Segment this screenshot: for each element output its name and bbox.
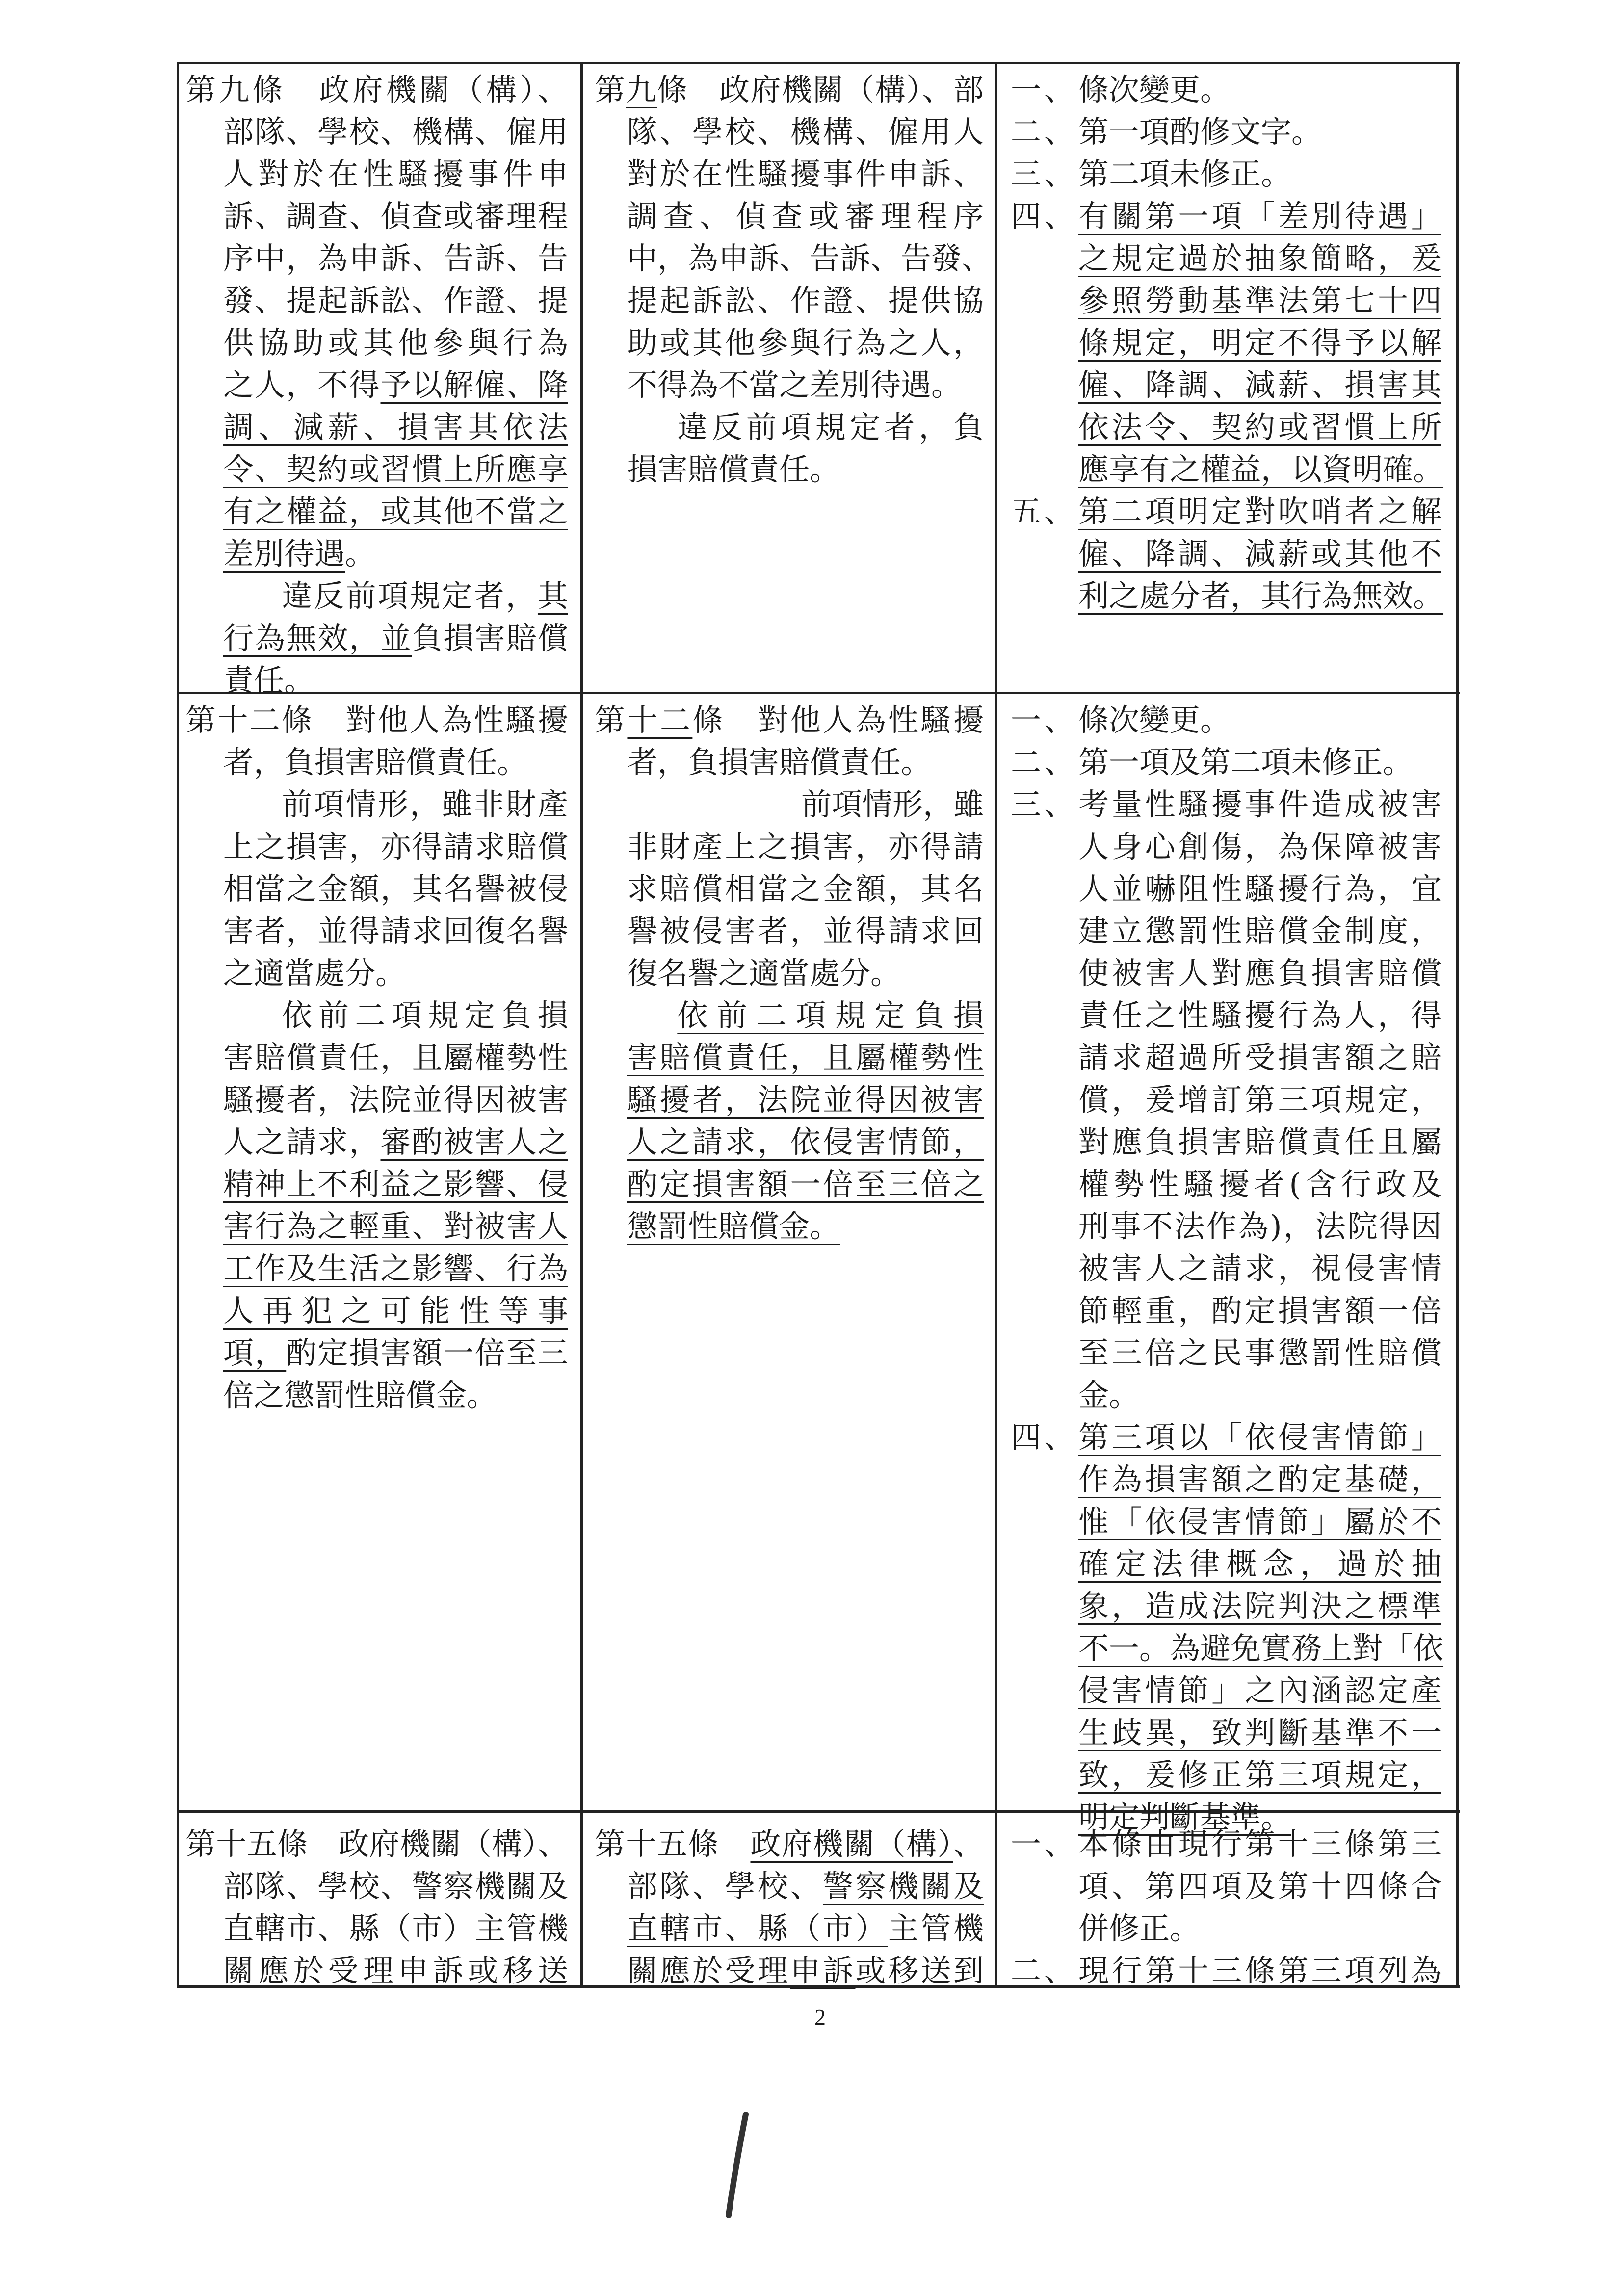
text: 違反前項規定者，負 <box>677 409 984 445</box>
text-line <box>1078 1332 1441 1374</box>
underlined-text: 利之處分者，其行為無效。 <box>1078 578 1444 614</box>
underlined-text: 審酌被害人之 <box>380 1124 568 1160</box>
text: 考量性騷擾事件造成被害 <box>1078 786 1441 822</box>
text-line <box>595 448 984 491</box>
text-line <box>1078 1079 1441 1121</box>
text-line <box>185 237 568 280</box>
underlined-text: 不一。為避免實務上對「依 <box>1078 1630 1444 1666</box>
underlined-text: 應享有之權益，以資明確。 <box>1078 451 1444 487</box>
text: 責任。 <box>223 662 315 698</box>
text-line <box>185 1374 568 1416</box>
text-line <box>1078 1290 1441 1332</box>
underlined-text: 害行為之輕重、對被害人 <box>223 1208 568 1244</box>
text: 之適當處分。 <box>223 955 406 991</box>
text-line <box>1078 1670 1441 1712</box>
text-line <box>185 1079 568 1121</box>
cell-notes <box>1011 69 1444 617</box>
text-line <box>1078 406 1441 448</box>
text-line <box>185 280 568 322</box>
text: 不得為不當之差別待遇。 <box>627 367 962 403</box>
cell-proposed <box>595 1823 984 1992</box>
item-number: 二、 <box>1011 744 1074 780</box>
text: 併修正。 <box>1078 1910 1201 1946</box>
text-line <box>1078 322 1441 364</box>
text: 發、提起訴訟、作證、提 <box>223 283 568 318</box>
text: 償，爰增訂第三項規定， <box>1078 1082 1441 1118</box>
text-line <box>1078 1543 1441 1585</box>
text-line <box>1011 1950 1441 1992</box>
text: 序中，為申訴、告訴、告 <box>223 240 568 276</box>
text-line <box>595 994 984 1037</box>
text-line <box>185 1290 568 1332</box>
text-line <box>1078 1907 1441 1950</box>
text-line <box>1011 153 1441 195</box>
text: 對應負損害賠償責任且屬 <box>1078 1124 1441 1160</box>
text: 求賠償相當之金額，其名 <box>627 871 984 907</box>
text-line <box>1078 1459 1441 1501</box>
underlined-text: 直轄市、縣（市） <box>627 1910 888 1946</box>
underlined-text: 確定法律概念，過於抽 <box>1078 1546 1441 1582</box>
underlined-text: 警察機關及 <box>822 1868 984 1904</box>
text: 關應於受理 <box>627 1953 790 1988</box>
underlined-text: 僱、降調、減薪、損害其 <box>1078 367 1441 403</box>
text: 訴、調查、偵查或審理程 <box>223 198 568 234</box>
item-number: 四、 <box>1011 198 1074 234</box>
underlined-text: 九 <box>626 72 657 107</box>
item-number: 二、 <box>1011 1953 1074 1988</box>
text: 前項情形，雖 <box>801 786 984 822</box>
text: 騷擾者，法院並得因被害 <box>223 1082 568 1118</box>
text: 。 <box>345 536 376 572</box>
text: 譽被侵害者，並得請求回 <box>627 913 984 949</box>
text: 第 <box>595 702 628 738</box>
text: 使被害人對應負損害賠償 <box>1078 955 1441 991</box>
text-line <box>1078 1754 1441 1796</box>
text-line <box>185 153 568 195</box>
text-line <box>185 533 568 575</box>
text-line <box>1078 1712 1441 1754</box>
text-line <box>1078 952 1441 994</box>
text: 部隊、學校、警察機關及 <box>223 1868 568 1904</box>
underlined-text: 調、減薪、損害其依法 <box>223 409 568 445</box>
text: 現行第十三條第三項列為 <box>1078 1953 1441 1988</box>
text: 人並嚇阻性騷擾行為，宜 <box>1078 871 1441 907</box>
text-line <box>595 195 984 237</box>
text-line <box>595 699 984 741</box>
text-line <box>1078 868 1441 910</box>
text-line <box>1078 994 1441 1037</box>
text-line <box>1078 280 1441 322</box>
text-line <box>185 322 568 364</box>
text-line <box>595 280 984 322</box>
text: 至三倍之民事懲罰性賠償 <box>1078 1335 1441 1371</box>
text: 節輕重，酌定損害額一倍 <box>1078 1293 1441 1329</box>
text-line <box>1078 1501 1441 1543</box>
text: 復名譽之適當處分。 <box>627 955 901 991</box>
underlined-text: 有之權益，或其他不當之 <box>223 494 568 529</box>
text: 第十五條 政府機關（構）、 <box>185 1826 568 1862</box>
text-line <box>1011 195 1441 237</box>
text-line <box>185 783 568 826</box>
item-number: 一、 <box>1011 72 1074 107</box>
text-line <box>185 1121 568 1163</box>
text-line <box>185 1205 568 1248</box>
text-line <box>595 1907 984 1950</box>
item-number: 三、 <box>1011 786 1074 822</box>
text: 人對於在性騷擾事件申 <box>223 156 568 192</box>
text-line <box>595 322 984 364</box>
text-line <box>185 69 568 111</box>
text: 損害賠償責任。 <box>627 451 840 487</box>
text-line <box>1078 1205 1441 1248</box>
text-line <box>595 1121 984 1163</box>
text: 之人，不得 <box>223 367 381 403</box>
text-line <box>185 1823 568 1865</box>
text-line <box>185 826 568 868</box>
text: 責任之性騷擾行為人，得 <box>1078 997 1441 1033</box>
text: 條 政府機關（構）、部 <box>657 72 984 107</box>
text: 或移送到 <box>855 1953 984 1988</box>
text-line <box>185 195 568 237</box>
text-line <box>1078 1865 1441 1907</box>
text-line <box>1078 1163 1441 1205</box>
text-line <box>185 1163 568 1205</box>
text: 第九條 政府機關（構）、 <box>185 72 568 107</box>
text: 請求超過所受損害額之賠 <box>1078 1040 1441 1075</box>
underlined-text: 予以解僱、降 <box>380 367 568 403</box>
text: 負損害賠償 <box>412 620 568 656</box>
text: 被害人之請求，視侵害情 <box>1078 1251 1441 1286</box>
text-line <box>185 111 568 153</box>
text-line <box>595 1950 984 1992</box>
text: 權勢性騷擾者(含行政及 <box>1078 1166 1441 1202</box>
text-line <box>1078 910 1441 952</box>
cell-proposed <box>595 699 984 1248</box>
text-line <box>185 448 568 491</box>
text-line <box>1011 111 1441 153</box>
text-line <box>1078 1037 1441 1079</box>
text-line <box>185 575 568 617</box>
text-line <box>185 994 568 1037</box>
text-line <box>1011 1416 1441 1459</box>
underlined-text: 申訴 <box>790 1953 856 1988</box>
text: 隊、學校、機構、僱用人 <box>627 114 984 150</box>
text: 前項情形，雖非財產 <box>282 786 568 822</box>
page-number: 2 <box>814 2005 826 2030</box>
text: 本條由現行第十三條第三 <box>1078 1826 1441 1862</box>
text-line <box>1078 448 1444 491</box>
text-line <box>595 1205 984 1248</box>
text-line <box>185 868 568 910</box>
text: 第 <box>595 72 626 107</box>
text-line <box>595 111 984 153</box>
underlined-text: 害賠償責任，且屬權勢性 <box>627 1040 984 1075</box>
text-line <box>1078 1627 1444 1670</box>
underlined-text: 僱、降調、減薪或其他不 <box>1078 536 1441 572</box>
underlined-text: 參照勞動基準法第七十四 <box>1078 283 1441 318</box>
text-line <box>1011 69 1441 111</box>
text: 、 <box>953 1826 984 1862</box>
text-line <box>595 826 984 868</box>
item-number: 二、 <box>1011 114 1074 150</box>
underlined-text: 政府機關（構） <box>750 1826 953 1862</box>
text-line <box>185 1037 568 1079</box>
text-line <box>185 1950 568 1992</box>
cell-notes <box>1011 699 1444 1838</box>
underlined-text: 騷擾者，法院並得因被害 <box>627 1082 984 1118</box>
underlined-text: 依前二項規定負損 <box>677 997 984 1033</box>
text: 部隊、學校、 <box>627 1868 823 1904</box>
text: 害者，並得請求回復名譽 <box>223 913 568 949</box>
text-line <box>595 1163 984 1205</box>
underlined-text: 之規定過於抽象簡略，爰 <box>1078 240 1441 276</box>
underlined-text: 精神上不利益之影響、侵 <box>223 1166 568 1202</box>
text: 非財產上之損害，亦得請 <box>627 829 984 864</box>
text-line <box>185 699 568 741</box>
text-line <box>595 69 984 111</box>
text-line <box>595 1865 984 1907</box>
text: 部隊、學校、機構、僱用 <box>223 114 568 150</box>
text-line <box>595 1823 984 1865</box>
text-line <box>595 783 984 826</box>
item-number: 一、 <box>1011 1826 1074 1862</box>
text: 第一項及第二項未修正。 <box>1078 744 1414 780</box>
underlined-text: 致，爰修正第三項規定， <box>1078 1757 1441 1793</box>
text-line <box>595 910 984 952</box>
underlined-text: 明定判斷基準。 <box>1078 1799 1292 1835</box>
text: 條次變更。 <box>1078 702 1231 738</box>
cell-current <box>185 699 568 1416</box>
underlined-text: 令、契約或習慣上所應享 <box>223 451 568 487</box>
text: 倍之懲罰性賠償金。 <box>223 1377 498 1413</box>
text-line <box>185 406 568 448</box>
text-line <box>185 910 568 952</box>
text-line <box>595 868 984 910</box>
text: 人身心創傷，為保障被害 <box>1078 829 1441 864</box>
underlined-text: 條規定，明定不得予以解 <box>1078 325 1441 361</box>
text: 人之請求， <box>223 1124 381 1160</box>
table-border-top <box>177 62 1460 64</box>
text: 第一項酌修文字。 <box>1078 114 1322 150</box>
text-line <box>595 237 993 280</box>
text-line <box>185 659 568 702</box>
text-line <box>1078 1121 1441 1163</box>
text: 建立懲罰性賠償金制度， <box>1078 913 1441 949</box>
handwritten-mark <box>707 2110 765 2222</box>
text-line <box>185 1907 568 1950</box>
cell-current <box>185 1823 568 1992</box>
underlined-text: 其 <box>537 578 568 614</box>
table-border-left <box>177 62 179 1988</box>
text: 調查、偵查或審理程序 <box>627 198 984 234</box>
text-line <box>1078 1248 1441 1290</box>
underlined-text: 懲罰性賠償金。 <box>627 1208 840 1244</box>
underlined-text: 工作及生活之影響、行為 <box>223 1251 568 1286</box>
underlined-text: 作為損害額之酌定基礎， <box>1078 1461 1441 1497</box>
text-line <box>595 1079 984 1121</box>
text: 刑事不法作為)，法院得因 <box>1078 1208 1441 1244</box>
text: 關應於受理申訴或移送 <box>223 1953 568 1988</box>
column-divider <box>580 62 583 1988</box>
underlined-text: 第三項以「依侵害情節」 <box>1078 1419 1441 1455</box>
underlined-text: 差別待遇 <box>223 536 345 572</box>
text-line <box>1011 741 1441 783</box>
cell-proposed <box>595 69 993 491</box>
underlined-text: 象，造成法院判決之標準 <box>1078 1588 1441 1624</box>
text: 第二項未修正。 <box>1078 156 1292 192</box>
text-line <box>185 491 568 533</box>
text: 相當之金額，其名譽被侵 <box>223 871 568 907</box>
text: 直轄市、縣（市）主管機 <box>223 1910 568 1946</box>
text: 第十五條 <box>595 1826 751 1862</box>
text: 中，為申訴、告訴、告發、 <box>627 240 993 276</box>
underlined-text: 有關第一項「差別待遇」 <box>1078 198 1441 234</box>
item-number: 四、 <box>1011 1419 1074 1455</box>
text: 者，負損害賠償責任。 <box>627 744 932 780</box>
text: 害賠償責任，且屬權勢性 <box>223 1040 568 1075</box>
underlined-text: 惟「依侵害情節」屬於不 <box>1078 1504 1441 1539</box>
item-number: 五、 <box>1011 494 1074 529</box>
underlined-text: 人再犯之可能性等事 <box>223 1293 568 1329</box>
text: 條次變更。 <box>1078 72 1231 107</box>
text-line <box>595 741 984 783</box>
text: 依前二項規定負損 <box>282 997 568 1033</box>
text: 違反前項規定者， <box>282 578 538 614</box>
text-line <box>1078 364 1441 406</box>
text: 者，負損害賠償責任。 <box>223 744 528 780</box>
text-line <box>1078 533 1441 575</box>
item-number: 一、 <box>1011 702 1074 738</box>
text-line <box>595 406 984 448</box>
underlined-text: 侵害情節」之內涵認定產 <box>1078 1672 1441 1708</box>
text-line <box>1011 699 1441 741</box>
text: 供協助或其他參與行為 <box>223 325 568 361</box>
text-line <box>595 952 984 994</box>
text-line <box>185 1865 568 1907</box>
text: 第十二條 對他人為性騷擾 <box>185 702 568 738</box>
text: 主管機 <box>888 1910 984 1946</box>
underlined-text: 十二 <box>627 702 693 738</box>
underlined-text: 行為無效，並 <box>223 620 412 656</box>
text-line <box>1011 491 1441 533</box>
text-line <box>595 153 984 195</box>
text: 金。 <box>1078 1377 1140 1413</box>
text-line <box>185 741 568 783</box>
underlined-text: 人之請求，依侵害情節， <box>627 1124 984 1160</box>
text: 條 對他人為性騷擾 <box>692 702 984 738</box>
text-line <box>1078 1585 1441 1627</box>
text-line <box>1011 783 1441 826</box>
underlined-text: 生歧異，致判斷基準不一 <box>1078 1715 1441 1750</box>
text-line <box>1078 575 1444 617</box>
text-line <box>185 952 568 994</box>
cell-notes <box>1011 1823 1441 1992</box>
text-line <box>185 1332 568 1374</box>
cell-current <box>185 69 568 702</box>
text-line <box>185 617 568 659</box>
text-line <box>1078 237 1441 280</box>
text: 提起訴訟、作證、提供協 <box>627 283 984 318</box>
text-line <box>595 364 984 406</box>
column-divider <box>995 62 997 1988</box>
underlined-text: 依法令、契約或習慣上所 <box>1078 409 1441 445</box>
underlined-text: 第二項明定對吹哨者之解 <box>1078 494 1441 529</box>
text: 酌定損害額一倍至三 <box>286 1335 568 1371</box>
text-line <box>595 1037 984 1079</box>
text-line <box>1078 1374 1441 1416</box>
underlined-text: 酌定損害額一倍至三倍之 <box>627 1166 984 1202</box>
text-line <box>1011 1823 1441 1865</box>
text: 上之損害，亦得請求賠償 <box>223 829 568 864</box>
text-line <box>185 1248 568 1290</box>
table-border-right <box>1456 62 1459 1988</box>
underlined-text: 項， <box>223 1335 287 1371</box>
text: 項、第四項及第十四條合 <box>1078 1868 1441 1904</box>
text-line <box>185 364 568 406</box>
item-number: 三、 <box>1011 156 1074 192</box>
text: 對於在性騷擾事件申訴、 <box>627 156 984 192</box>
text: 助或其他參與行為之人， <box>627 325 984 361</box>
text-line <box>1078 826 1441 868</box>
